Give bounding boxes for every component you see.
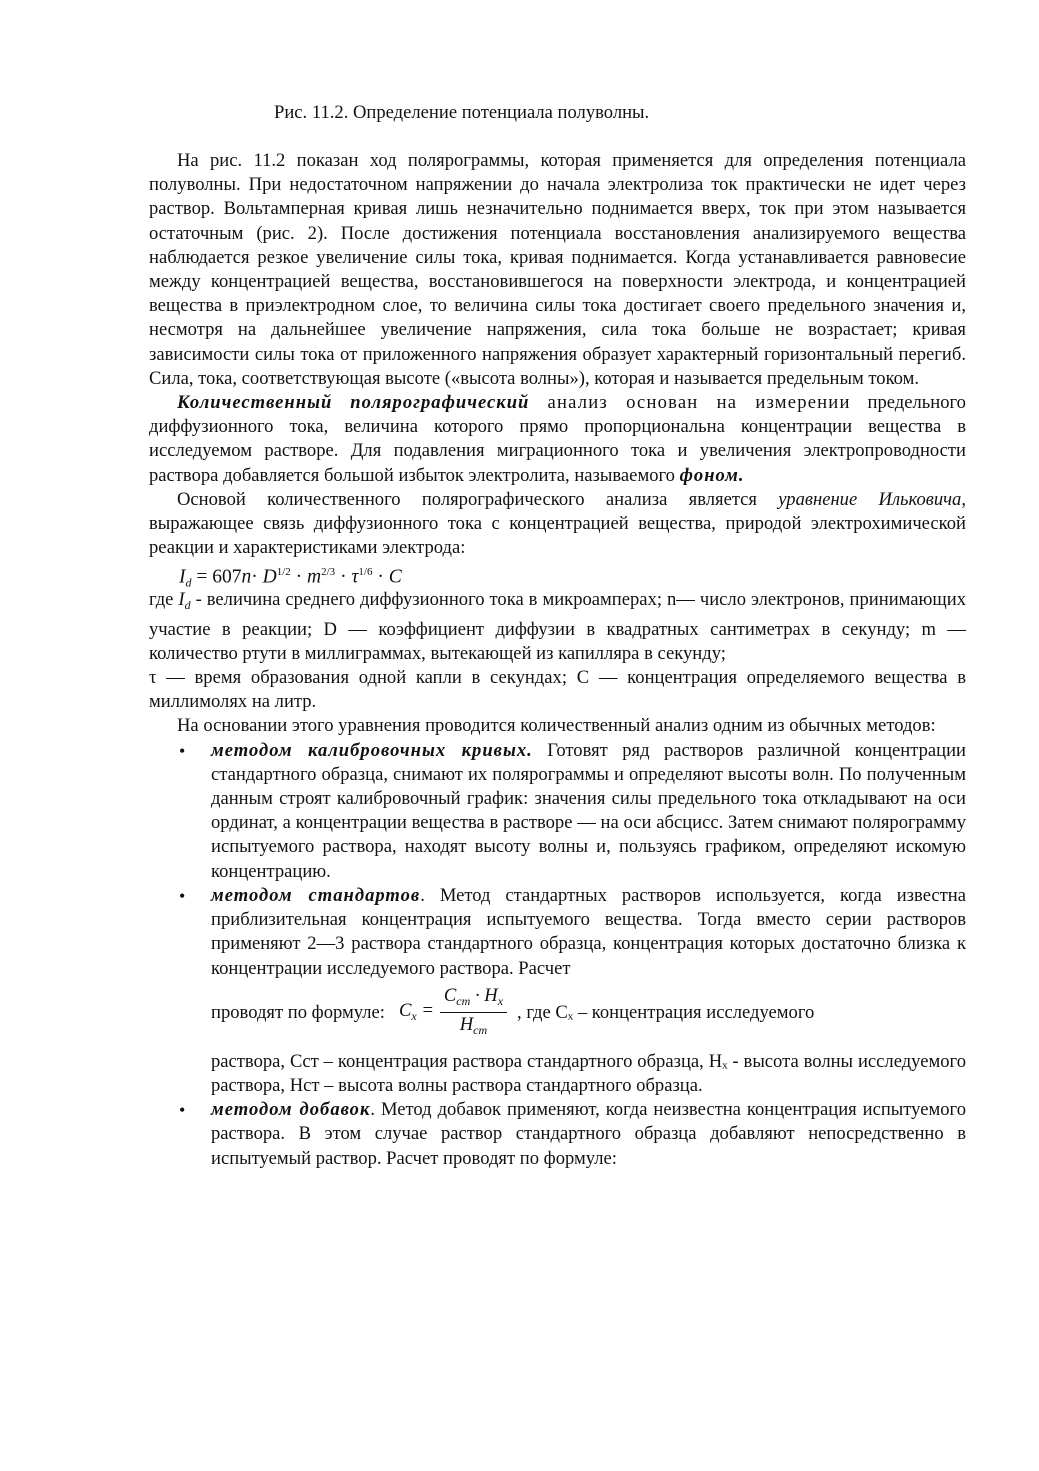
paragraph-methods-intro: На основании этого уравнения проводится количественный анализ одним из обычных методов: xyxy=(177,715,936,737)
method-standards-text xyxy=(211,884,966,981)
method-calibration-body: Готовят ряд растворов различной концентрации стандартного образца, снимают их полярограммы и определяют высоты волн. По полученным данным строят калибровочный график: значения силы предельного тока откладывают на оси ординат, а концентрации вещества в растворе — на оси абсцисс. Затем снимают полярограмму испытуемого раствора, находят высоту волны и, пользуясь графиком, определяют искомую концентрацию. xyxy=(211,739,966,882)
numerator-h: H xyxy=(484,984,498,1006)
term-calibration: методом калибровочных кривых. xyxy=(211,739,533,761)
paragraph-polarogram: На рис. 11.2 показан ход полярограммы, которая применяется для определения потенциала полуволны. При недостаточном напряжении до начала электролиза ток практически не идет через раствор. Вольтамперная кривая лишь незначительно поднимается вверх, ток при этом называется остаточным (рис. 2). После достижения потенциала восстановления анализируемого вещества наблюдается резкое увеличение силы тока, кривая поднимается. Когда устанавливается равновесие между концентрацией вещества, восстановившегося на поверхности электрода, и концентрацией вещества в приэлектродном слое, то величина силы тока достигает своего предельного значения и, несмотря на дальнейшее увеличение напряжения, сила тока больше не возрастает; кривая зависимости силы тока от приложенного напряжения образует характерный горизонтальный перегиб. Сила, тока, соответствующая высоте («высота волны»), которая и называется предельным током. xyxy=(149,150,966,389)
numerator-dot: · xyxy=(470,984,485,1006)
figure-caption: Рис. 11.2. Определение потенциала полуволны. xyxy=(274,102,650,123)
paragraph-where-tau: τ — время образования одной капли в секундах; C — концентрация определяемого вещества в миллимолях на литр. xyxy=(149,667,966,713)
numerator-h-subscript: x xyxy=(497,993,504,1008)
where-id-subscript: d xyxy=(184,598,191,613)
paragraph-quantitative-spaced: анализ основан на измерении xyxy=(529,392,851,414)
method-standards-body: . Метод стандартных растворов используется, когда известна приблизительная концентрация испытуемого вещества. Тогда вместо серии растворов применяют 2—3 раствора стандартного образца, концентрация которых достаточно близка к концентрации исследуемого раствора. Расчет xyxy=(211,884,966,979)
paragraph-where xyxy=(149,588,966,666)
formula-n: n xyxy=(241,566,252,588)
paragraph-ilkovich-text: , выражающее связь диффузионного тока с концентрацией вещества, природой электрохимической реакции и характеристиками электрода: xyxy=(149,488,966,559)
term-standards: методом стандартов xyxy=(211,884,421,906)
body-text xyxy=(149,149,966,1171)
formula-id-symbol: I xyxy=(179,566,186,588)
formula-cx-subscript: x xyxy=(411,1008,417,1023)
bullet-icon: • xyxy=(179,1100,186,1121)
list-item-standards xyxy=(149,884,966,1098)
formula-dot: · xyxy=(251,566,258,588)
formula-dot: · xyxy=(377,566,384,588)
term-quantitative: Количественный полярографический xyxy=(177,392,530,414)
method-calibration-text xyxy=(211,739,966,884)
term-background: фоном. xyxy=(679,464,745,486)
list-item-additions xyxy=(149,1098,966,1171)
numerator-c: C xyxy=(443,984,457,1006)
list-item-calibration xyxy=(149,739,966,884)
formula-m-exponent: 2/3 xyxy=(321,566,336,579)
methods-list xyxy=(149,739,966,1171)
formula-cx xyxy=(399,999,434,1028)
formula-id-subscript: d xyxy=(185,575,192,590)
bullet-icon: • xyxy=(179,740,186,761)
formula-dot: · xyxy=(295,566,303,588)
method-standards-legend: раствора, Cст – концентрация раствора стандартного образца, Hₓ - высота волны исследуемого раствора, Hст – высота волны раствора стандартного образца. xyxy=(211,1050,966,1096)
formula-tau: τ xyxy=(351,566,359,588)
denominator-h: H xyxy=(459,1013,474,1035)
ilkovich-formula xyxy=(179,560,966,588)
paragraph-where-text: - величина среднего диффузионного тока в микроамперах; n— число электронов, принимающих участие в реакции; D — коэффициент диффузии в квадратных сантиметрах в секунду; m — количество ртути в миллиграммах, вытекающей из капилляра в секунду; xyxy=(149,589,967,664)
formula-dot: · xyxy=(340,566,347,588)
denominator-h-subscript: ст xyxy=(473,1022,488,1037)
fraction-numerator xyxy=(440,985,507,1013)
standards-fraction xyxy=(440,985,507,1042)
paragraph-ilkovich xyxy=(149,488,966,561)
formula-equals: = xyxy=(416,999,434,1021)
formula-c: C xyxy=(388,566,402,588)
method-additions-body: . Метод добавок применяют, когда неизвестна концентрация испытуемого раствора. В этом случае раствор стандартного образца добавляют непосредственно в испытуемый раствор. Расчет проводят по формуле: xyxy=(211,1099,967,1169)
term-ilkovich: уравнение Ильковича xyxy=(778,488,962,510)
formula-constant: = 607 xyxy=(191,566,242,588)
paragraph-where-lead: где xyxy=(149,589,179,611)
formula-m: m xyxy=(307,566,322,588)
bullet-icon: • xyxy=(179,885,186,906)
formula-tau-exponent: 1/6 xyxy=(358,566,373,579)
method-additions-text xyxy=(211,1098,966,1171)
formula-lead: проводят по формуле: xyxy=(211,1002,385,1024)
formula-cx-symbol: C xyxy=(398,999,412,1021)
formula-d: D xyxy=(262,566,277,588)
paragraph-quantitative xyxy=(149,391,966,488)
term-additions: методом добавок xyxy=(211,1099,371,1121)
paragraph-ilkovich-lead: Основой количественного полярографического анализа является xyxy=(177,488,779,510)
numerator-c-subscript: ст xyxy=(456,993,471,1008)
where-id-symbol: I xyxy=(178,589,185,611)
standards-formula-line xyxy=(211,985,966,1042)
fraction-denominator xyxy=(456,1013,491,1042)
formula-tail: , где Cₓ – концентрация исследуемого xyxy=(517,1002,815,1024)
paragraph-quantitative-text: предельного диффузионного тока, величина которого прямо пропорциональна концентрации вещества в исследуемом растворе. Для подавления миграционного тока и увеличения электропроводности раствора добавляется большой избыток электролита, называемого xyxy=(149,392,966,486)
formula-d-exponent: 1/2 xyxy=(276,566,291,579)
